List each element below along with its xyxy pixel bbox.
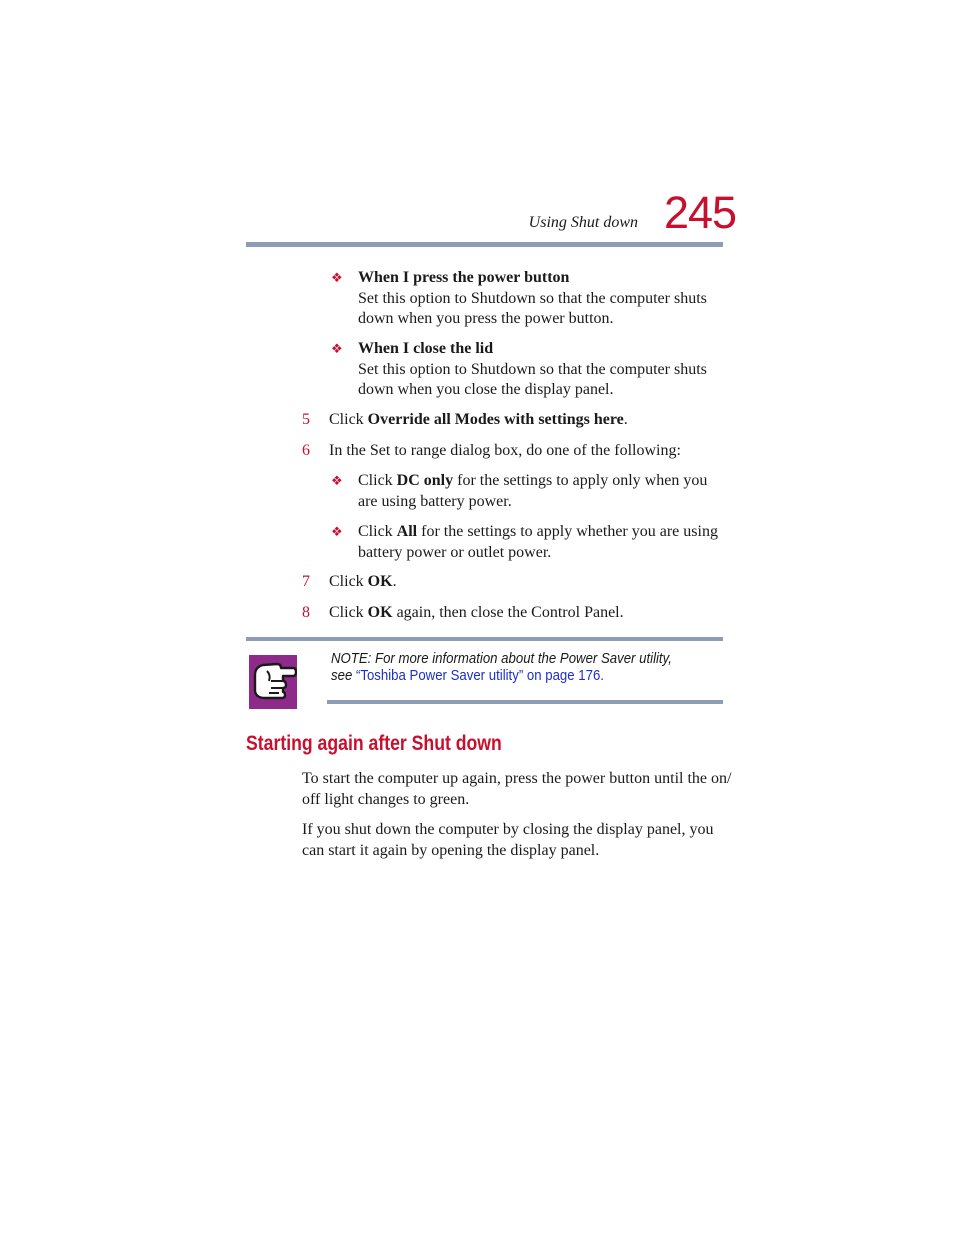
running-header-title: Using Shut down bbox=[528, 214, 638, 231]
sub-bullet-all bbox=[358, 522, 728, 563]
step-5-text bbox=[329, 410, 628, 431]
note-top-rule bbox=[246, 637, 723, 641]
paragraph-line: If you shut down the computer by closing the display panel, you bbox=[302, 821, 714, 838]
diamond-bullet-icon: ❖ bbox=[331, 270, 343, 285]
step-text: . bbox=[392, 573, 397, 590]
bullet-title: When I close the lid bbox=[358, 340, 494, 357]
note-line: NOTE: For more information about the Power Saver utility, bbox=[331, 650, 672, 667]
ui-term: OK bbox=[367, 573, 393, 590]
note-line: see bbox=[331, 667, 356, 684]
paragraph-line: To start the computer up again, press the power button until the on/ bbox=[302, 770, 732, 787]
header-rule bbox=[246, 242, 723, 247]
paragraph-line: off light changes to green. bbox=[302, 790, 470, 808]
step-text: . bbox=[623, 411, 628, 428]
note-text bbox=[331, 650, 672, 684]
ui-term: DC only bbox=[396, 472, 454, 489]
bullet-body-line: Set this option to Shutdown so that the computer shuts bbox=[358, 360, 707, 378]
bullet-list-item bbox=[331, 268, 343, 289]
bullet-text: for the settings to apply whether you are using bbox=[417, 523, 718, 540]
paragraph-line: can start it again by opening the display panel. bbox=[302, 841, 600, 859]
bullet-body-line: Set this option to Shutdown so that the computer shuts bbox=[358, 289, 707, 307]
paragraph bbox=[302, 769, 732, 810]
ui-term: OK bbox=[367, 604, 393, 621]
bullet-text: Click bbox=[358, 523, 397, 540]
bullet-body-line: down when you press the power button. bbox=[358, 310, 614, 327]
step-number: 7 bbox=[302, 573, 310, 590]
step-text: Click bbox=[329, 573, 368, 590]
paragraph bbox=[302, 820, 732, 861]
step-8-text bbox=[329, 603, 624, 624]
cross-reference-link[interactable]: “Toshiba Power Saver utility” on page 176. bbox=[355, 667, 604, 684]
pointing-hand-icon bbox=[249, 655, 297, 709]
note-bottom-rule bbox=[327, 700, 723, 704]
step-number: 5 bbox=[302, 411, 310, 428]
bullet-close-lid bbox=[358, 339, 728, 401]
bullet-body-line: down when you close the display panel. bbox=[358, 381, 614, 398]
bullet-list-item bbox=[331, 339, 343, 360]
section-heading: Starting again after Shut down bbox=[246, 732, 502, 755]
sub-bullet-dc-only bbox=[358, 471, 728, 512]
bullet-list-item bbox=[331, 471, 343, 492]
bullet-list-item bbox=[331, 522, 343, 543]
ui-term: All bbox=[396, 523, 418, 540]
step-6-text: In the Set to range dialog box, do one of the following: bbox=[329, 442, 681, 459]
ui-term: Override all Modes with settings here bbox=[367, 411, 624, 428]
bullet-text: Click bbox=[358, 472, 397, 489]
step-7-text bbox=[329, 572, 397, 593]
diamond-bullet-icon: ❖ bbox=[331, 473, 343, 488]
bullet-power-button bbox=[358, 268, 728, 330]
diamond-bullet-icon: ❖ bbox=[331, 341, 343, 356]
page-number: 245 bbox=[664, 187, 737, 238]
step-text: Click bbox=[329, 604, 368, 621]
step-text: again, then close the Control Panel. bbox=[392, 604, 624, 621]
step-number: 8 bbox=[302, 604, 310, 621]
step-number: 6 bbox=[302, 442, 310, 459]
bullet-text: are using battery power. bbox=[358, 492, 512, 510]
diamond-bullet-icon: ❖ bbox=[331, 524, 343, 539]
bullet-title: When I press the power button bbox=[358, 269, 570, 286]
bullet-text: battery power or outlet power. bbox=[358, 543, 552, 561]
bullet-text: for the settings to apply only when you bbox=[453, 472, 708, 489]
step-text: Click bbox=[329, 411, 368, 428]
